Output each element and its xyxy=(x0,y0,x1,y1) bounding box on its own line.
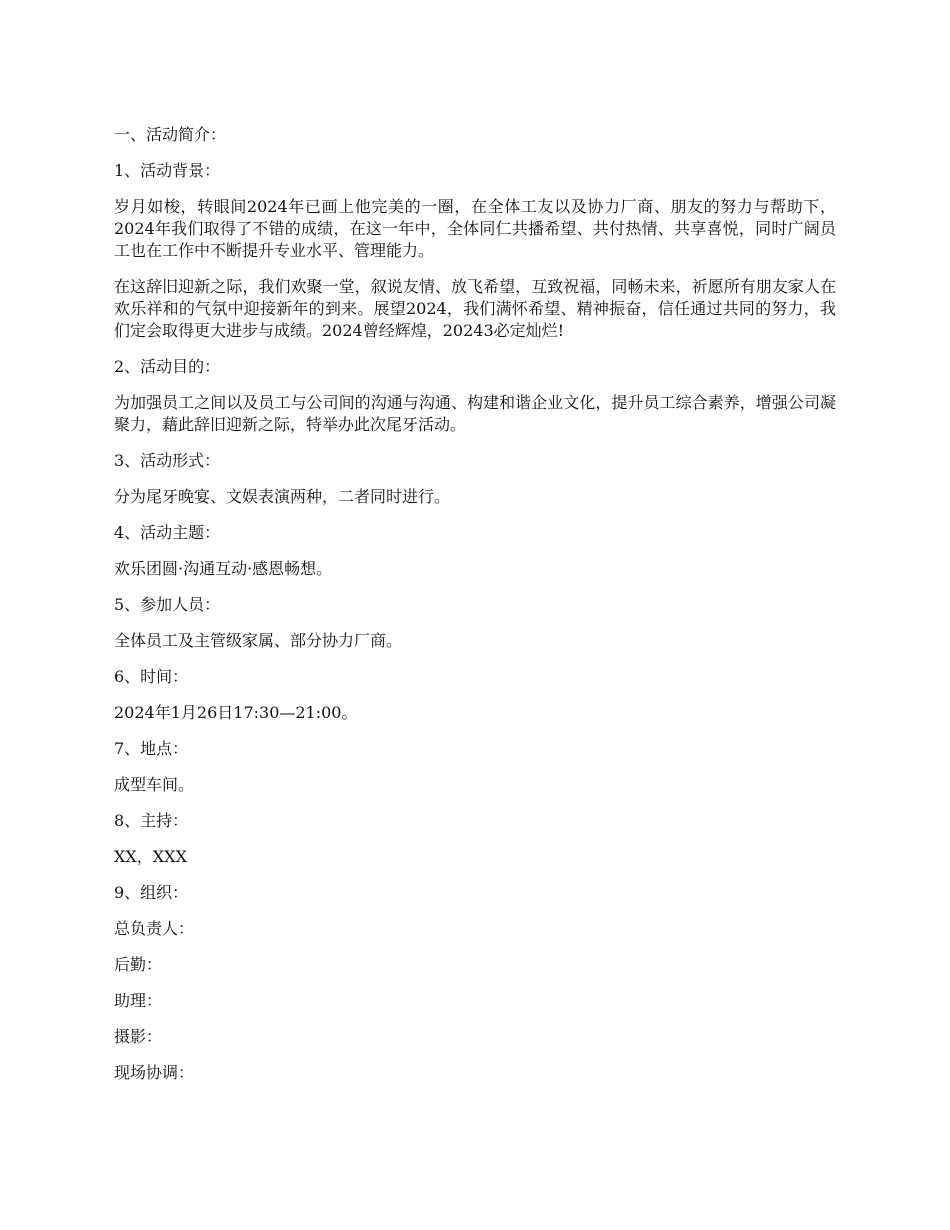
org-role-general-manager: 总负责人： xyxy=(114,919,195,938)
item-heading-host: 8、主持： xyxy=(114,811,189,830)
item-heading-participants: 5、参加人员： xyxy=(114,595,221,614)
paragraph-purpose: 为加强员工之间以及员工与公司间的沟通与沟通、构建和谐企业文化，提升员工综合素养，增强公司凝聚力，藉此辞旧迎新之际，特举办此次尾牙活动。 xyxy=(114,393,836,434)
paragraph-theme: 欢乐团圆·沟通互动·感恩畅想。 xyxy=(114,559,333,578)
section-title: 一、活动简介： xyxy=(114,125,227,144)
item-heading-background: 1、活动背景： xyxy=(114,161,221,180)
item-heading-location: 7、地点： xyxy=(114,739,189,758)
paragraph-time: 2024年1月26日17:30—21:00。 xyxy=(114,703,358,722)
paragraph-host: XX，XXX xyxy=(114,847,187,866)
document-page xyxy=(114,124,836,1098)
paragraph-location: 成型车间。 xyxy=(114,775,195,794)
paragraph-background-2: 在这辞旧迎新之际，我们欢聚一堂，叙说友情、放飞希望，互致祝福，同畅未来，祈愿所有朋友家人在欢乐祥和的气氛中迎接新年的到来。展望2024，我们满怀希望、精神振奋，信任通过共同的努力，我们定会取得更大进步与成绩。2024曾经辉煌，20243必定灿烂! xyxy=(114,277,836,340)
org-role-onsite-coordination: 现场协调： xyxy=(114,1063,195,1082)
item-heading-organization: 9、组织： xyxy=(114,883,189,902)
item-heading-purpose: 2、活动目的： xyxy=(114,357,221,376)
paragraph-participants: 全体员工及主管级家属、部分协力厂商。 xyxy=(114,631,403,650)
org-role-assistant: 助理： xyxy=(114,991,163,1010)
item-heading-time: 6、时间： xyxy=(114,667,189,686)
item-heading-theme: 4、活动主题： xyxy=(114,523,221,542)
paragraph-format: 分为尾牙晚宴、文娱表演两种，二者同时进行。 xyxy=(114,487,451,506)
org-role-photography: 摄影： xyxy=(114,1027,163,1046)
item-heading-format: 3、活动形式： xyxy=(114,451,221,470)
paragraph-background-1: 岁月如梭，转眼间2024年已画上他完美的一圈，在全体工友以及协力厂商、朋友的努力与帮助下，2024年我们取得了不错的成绩，在这一年中，全体同仁共播希望、共付热情、共享喜悦，同时广阔员工也在工作中不断提升专业水平、管理能力。 xyxy=(114,197,836,260)
org-role-logistics: 后勤： xyxy=(114,955,163,974)
